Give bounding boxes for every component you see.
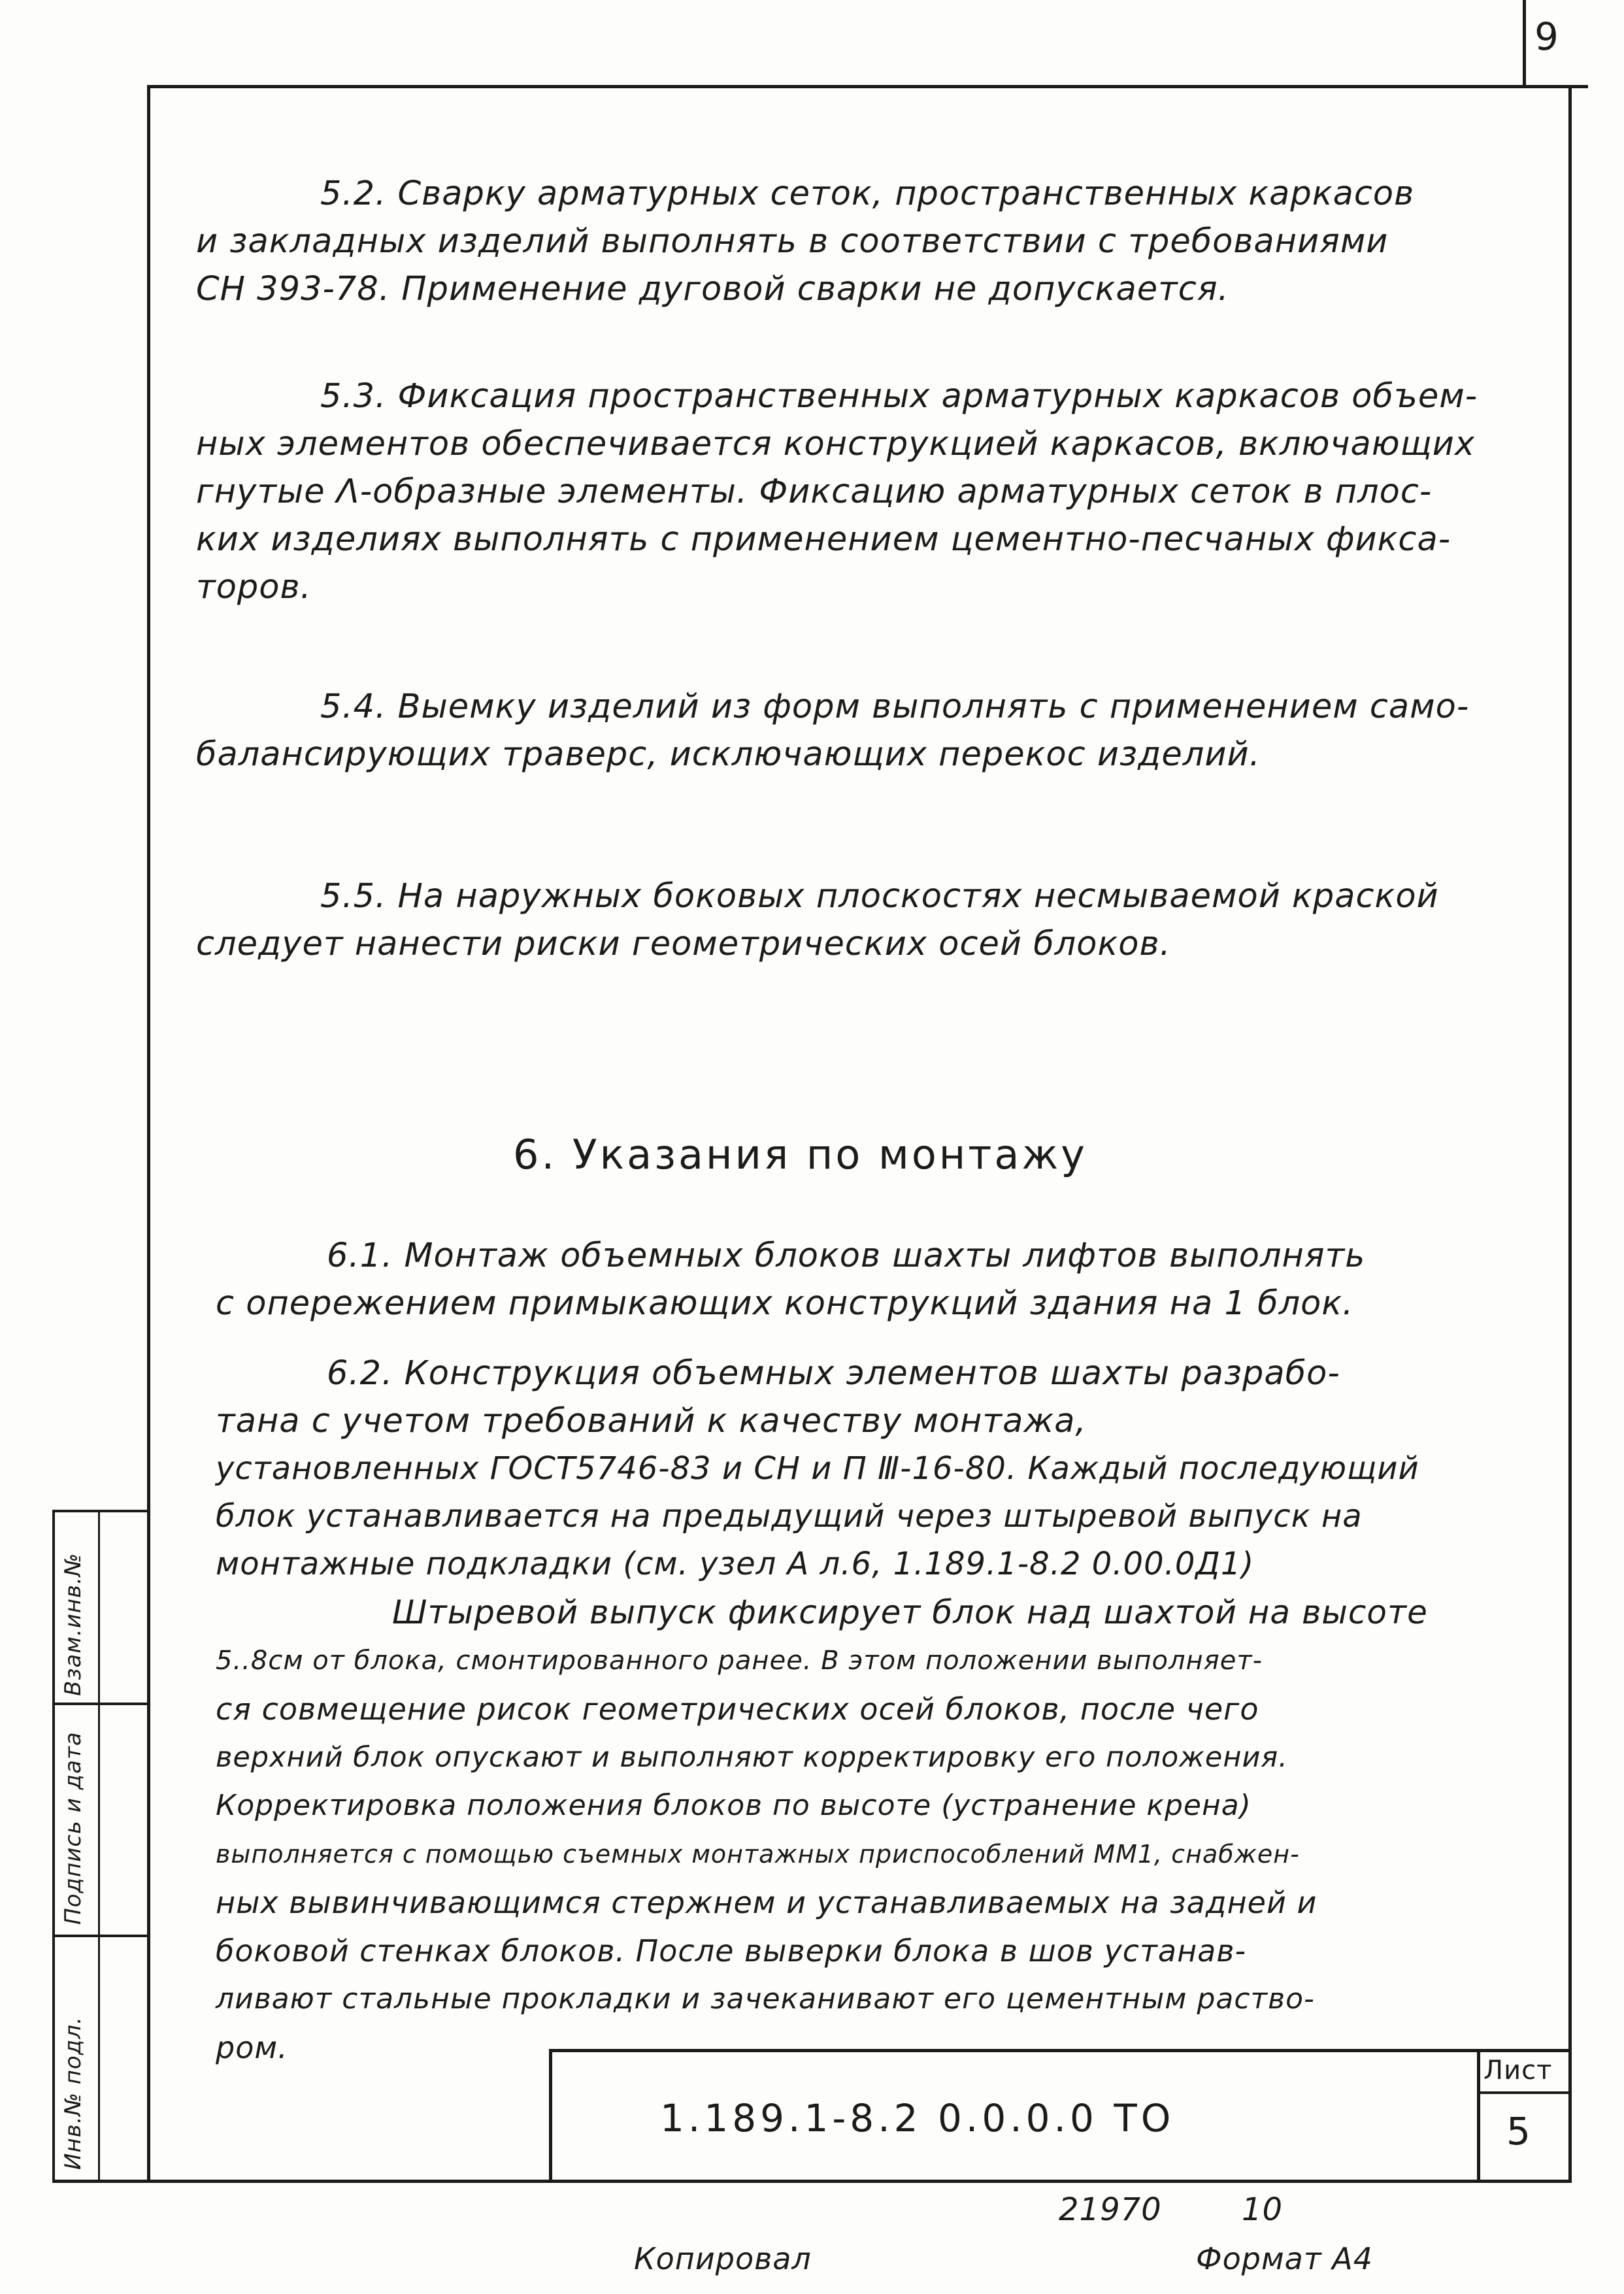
sheet-number: 5	[1506, 2109, 1531, 2153]
text-line: 5.5. На наружных боковых плоскостях несмываемой краской	[320, 877, 1439, 916]
text-line: монтажные подкладки (см. узел А л.6, 1.189.1-8.2 0.00.0Д1)	[216, 1546, 1255, 1582]
stamp-divider-1	[52, 1510, 150, 1512]
text-line: 6.2. Конструкция объемных элементов шахты разрабо-	[327, 1354, 1340, 1393]
section-6-title: 6. Указания по монтажу	[513, 1131, 1087, 1178]
text-line: торов.	[196, 568, 312, 607]
stamp-divider-3	[52, 1935, 150, 1937]
inventory-extra: 10	[1242, 2191, 1284, 2228]
text-line: балансирующих траверс, исключающих перекос изделий.	[196, 735, 1261, 774]
text-line: 5.2. Сварку арматурных сеток, пространственных каркасов	[320, 175, 1415, 213]
stamp-column-left	[52, 1510, 55, 2183]
text-line: Штыревой выпуск фиксирует блок над шахтой на высоте	[392, 1593, 1428, 1631]
paragraph-5-4	[196, 683, 1469, 778]
frame-bottom	[52, 2180, 1572, 2183]
text-line: ких изделиях выполнять с применением цементно-песчаных фикса-	[196, 520, 1451, 559]
text-line: и закладных изделий выполнять в соответствии с требованиями	[196, 222, 1389, 261]
side-label-signature: Подпись и дата	[60, 1731, 86, 1925]
format-label: Формат А4	[1196, 2241, 1373, 2276]
text-line: боковой стенках блоков. После выверки блока в шов устанав-	[216, 1933, 1247, 1969]
text-line: тана с учетом требований к качеству монтажа,	[216, 1402, 1087, 1440]
text-line: 5.3. Фиксация пространственных арматурных каркасов объем-	[320, 377, 1478, 416]
text-line: СН 393-78. Применение дуговой сварки не допускается.	[196, 270, 1229, 308]
text-line: 6.1. Монтаж объемных блоков шахты лифтов выполнять	[327, 1237, 1366, 1275]
text-line: ся совмещение рисок геометрических осей блоков, после чего	[216, 1691, 1259, 1727]
paragraph-5-5	[196, 873, 1439, 968]
text-line: ных элементов обеспечивается конструкцией каркасов, включающих	[196, 425, 1476, 463]
page-number-divider	[1523, 0, 1526, 88]
paragraph-6-2	[216, 1350, 1419, 1588]
frame-left	[147, 85, 150, 2183]
text-line: верхний блок опускают и выполняют корректировку его положения.	[216, 1741, 1288, 1774]
text-line: установленных ГОСТ5746-83 и СН и П Ⅲ-16-80. Каждый последующий	[216, 1450, 1419, 1487]
paragraph-6-2-continued	[216, 1588, 1428, 2072]
sheet-label: Лист	[1483, 2055, 1553, 2086]
title-block-sheet-divider	[1477, 2049, 1480, 2183]
text-line: ливают стальные прокладки и зачеканивают его цементным раство-	[216, 1982, 1315, 2016]
document-code: 1.189.1-8.2 0.0.0.0 ТО	[660, 2096, 1175, 2140]
title-block-top	[549, 2049, 1572, 2052]
paragraph-6-1	[216, 1232, 1365, 1327]
text-line: с опережением примыкающих конструкций здания на 1 блок.	[216, 1284, 1354, 1323]
side-label-replace: Взам.инв.№	[60, 1552, 86, 1696]
title-block-left	[549, 2049, 552, 2183]
page-number: 9	[1534, 14, 1559, 59]
text-line: Корректировка положения блоков по высоте (устранение крена)	[216, 1789, 1251, 1822]
paragraph-5-3	[196, 373, 1478, 611]
text-line: 5.4. Выемку изделий из форм выполнять с применением само-	[320, 688, 1470, 726]
copied-by-label: Копировал	[634, 2241, 812, 2276]
text-line: ных вывинчивающимся стержнем и устанавливаемых на задней и	[216, 1885, 1317, 1920]
side-label-inventory: Инв.№ подл.	[60, 2016, 86, 2170]
text-line: следует нанести риски геометрических осей блоков.	[196, 925, 1171, 963]
stamp-col-separator	[98, 1510, 100, 2183]
inventory-number: 21970	[1059, 2191, 1162, 2228]
frame-right	[1568, 85, 1572, 2183]
frame-top	[147, 85, 1588, 88]
text-line: ром.	[216, 2030, 288, 2065]
text-line: 5..8см от блока, смонтированного ранее. В этом положении выполняет-	[216, 1646, 1263, 1676]
title-block-sheet-label-line	[1477, 2091, 1572, 2094]
paragraph-5-2	[196, 170, 1414, 313]
stamp-divider-2	[52, 1703, 150, 1705]
text-line: блок устанавливается на предыдущий через штыревой выпуск на	[216, 1498, 1363, 1535]
text-line: выполняется с помощью съемных монтажных приспособлений ММ1, снабжен-	[216, 1840, 1300, 1869]
text-line: гнутые Λ-образные элементы. Фиксацию арматурных сеток в плос-	[196, 473, 1433, 511]
